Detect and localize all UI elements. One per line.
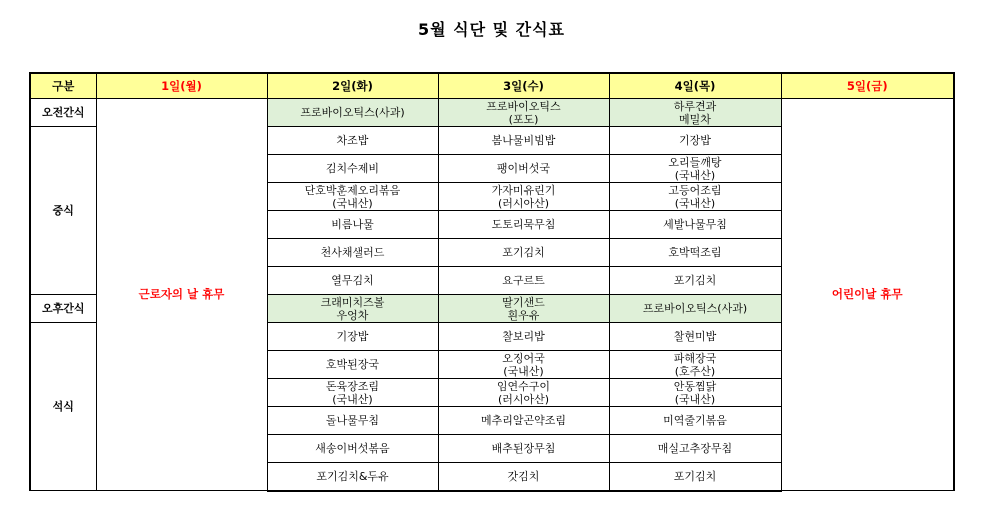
header-day-2: 2일(화) (267, 73, 438, 99)
menu-cell: 갓김치 (438, 463, 609, 491)
category-afternoon-snack: 오후간식 (30, 295, 96, 323)
menu-cell: 포기김치&두유 (267, 463, 438, 491)
header-day-5: 5일(금) (781, 73, 954, 99)
menu-cell: 미역줄기볶음 (609, 407, 781, 435)
menu-cell: 고등어조림 (국내산) (609, 183, 781, 211)
menu-cell: 호박된장국 (267, 351, 438, 379)
menu-cell: 가자미유린기 (러시아산) (438, 183, 609, 211)
header-category: 구분 (30, 73, 96, 99)
menu-cell: 기장밥 (267, 323, 438, 351)
menu-cell: 프로바이오틱스(사과) (609, 295, 781, 323)
menu-cell: 봄나물비빔밥 (438, 127, 609, 155)
menu-cell: 포기김치 (438, 239, 609, 267)
menu-cell: 새송이버섯볶음 (267, 435, 438, 463)
menu-cell: 임연수구이 (러시아산) (438, 379, 609, 407)
menu-cell: 돌나물무침 (267, 407, 438, 435)
menu-cell: 포기김치 (609, 267, 781, 295)
page-title: 5월 식단 및 간식표 (417, 20, 566, 39)
menu-cell: 열무김치 (267, 267, 438, 295)
menu-cell: 기장밥 (609, 127, 781, 155)
menu-cell: 오리들깨탕 (국내산) (609, 155, 781, 183)
menu-cell: 안동찜닭 (국내산) (609, 379, 781, 407)
header-day-3: 3일(수) (438, 73, 609, 99)
menu-cell: 딸기샌드 흰우유 (438, 295, 609, 323)
table-row (30, 99, 954, 127)
menu-cell: 프로바이오틱스 (포도) (438, 99, 609, 127)
menu-cell: 도토리묵무침 (438, 211, 609, 239)
menu-cell: 요구르트 (438, 267, 609, 295)
menu-cell: 천사채샐러드 (267, 239, 438, 267)
menu-cell: 호박떡조림 (609, 239, 781, 267)
menu-cell: 돈육장조림 (국내산) (267, 379, 438, 407)
category-dinner: 석식 (30, 323, 96, 491)
menu-cell: 배추된장무침 (438, 435, 609, 463)
holiday-mon: 근로자의 날 휴무 (96, 99, 267, 491)
menu-cell: 찰보리밥 (438, 323, 609, 351)
menu-cell: 크래미치즈볼 우엉차 (267, 295, 438, 323)
menu-cell: 오징어국 (국내산) (438, 351, 609, 379)
menu-cell: 김치수제비 (267, 155, 438, 183)
menu-cell: 매실고추장무침 (609, 435, 781, 463)
menu-cell: 프로바이오틱스(사과) (267, 99, 438, 127)
menu-cell: 메추리알곤약조림 (438, 407, 609, 435)
header-day-4: 4일(목) (609, 73, 781, 99)
header-day-1: 1일(월) (96, 73, 267, 99)
meal-table (29, 72, 955, 492)
menu-cell: 팽이버섯국 (438, 155, 609, 183)
menu-cell: 단호박훈제오리볶음 (국내산) (267, 183, 438, 211)
menu-cell: 비름나물 (267, 211, 438, 239)
category-morning-snack: 오전간식 (30, 99, 96, 127)
menu-cell: 포기김치 (609, 463, 781, 491)
menu-cell: 세발나물무침 (609, 211, 781, 239)
menu-cell: 찰현미밥 (609, 323, 781, 351)
header-row (30, 73, 954, 99)
menu-cell: 하루견과 메밀차 (609, 99, 781, 127)
menu-cell: 차조밥 (267, 127, 438, 155)
menu-cell: 파해장국 (호주산) (609, 351, 781, 379)
category-lunch: 중식 (30, 127, 96, 295)
holiday-fri: 어린이날 휴무 (781, 99, 954, 491)
